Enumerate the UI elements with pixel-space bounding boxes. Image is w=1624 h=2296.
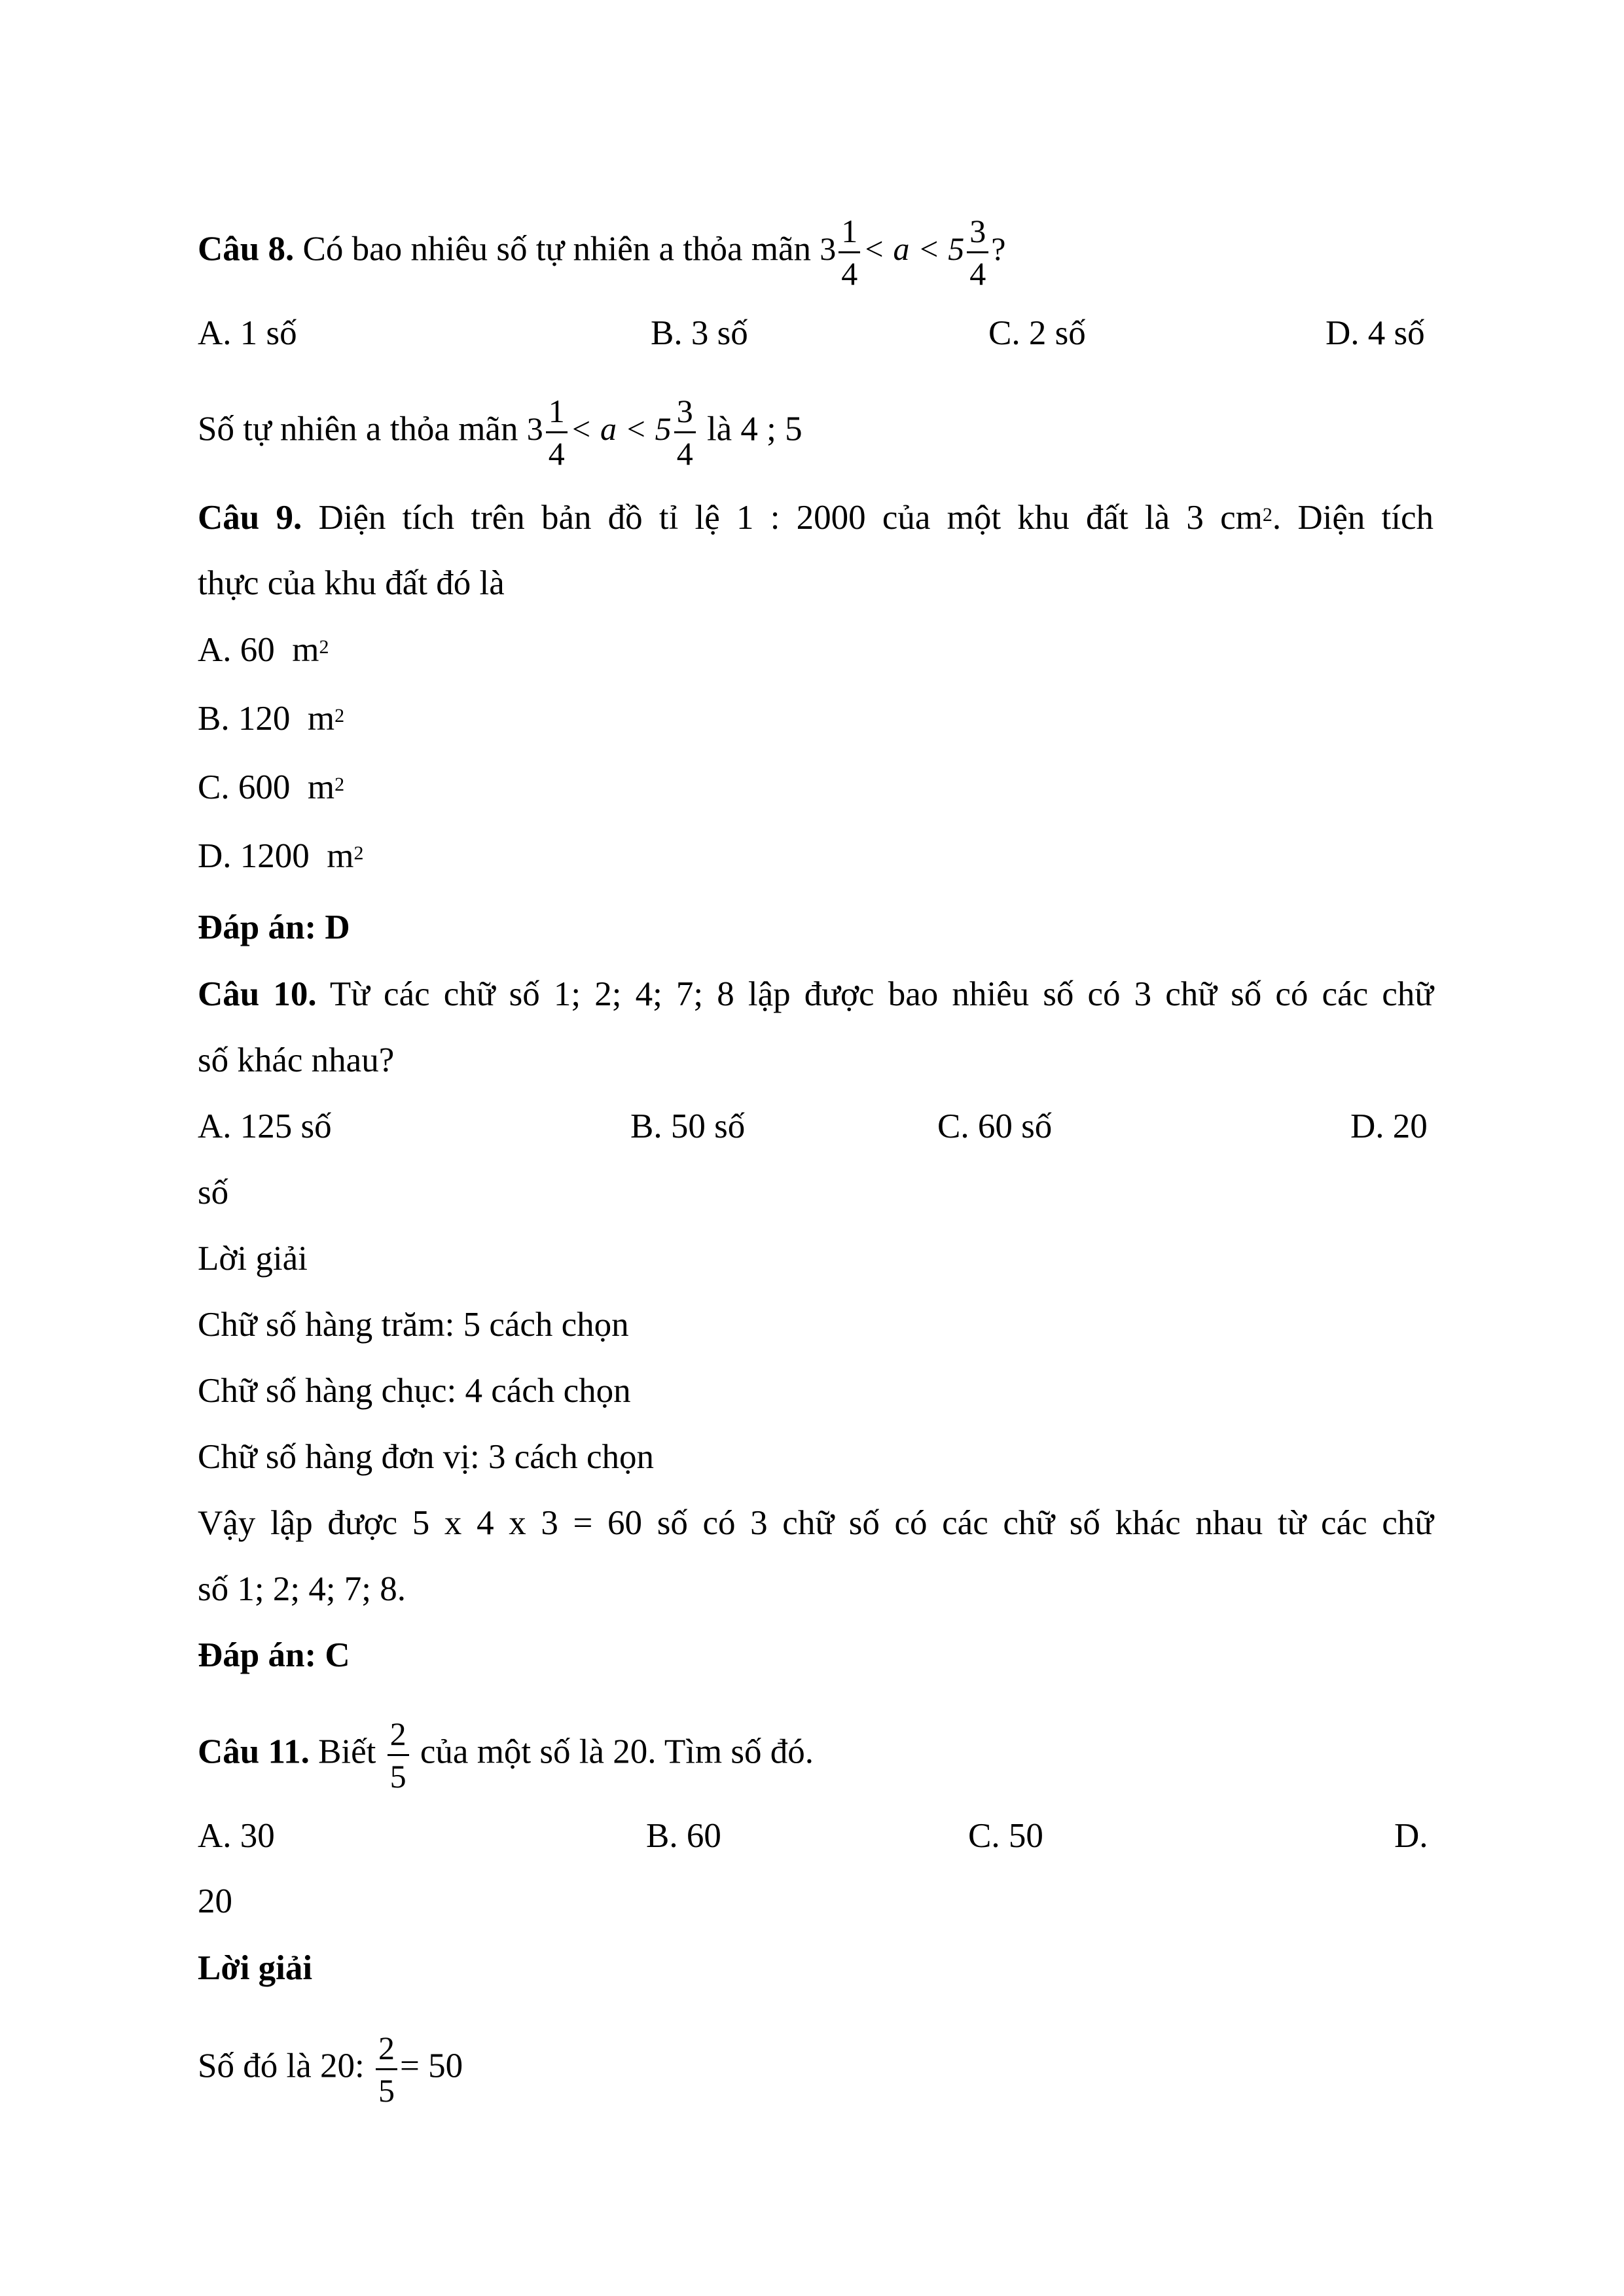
q8-sol-frac1-den: 4 bbox=[546, 431, 568, 474]
q9-option-c bbox=[198, 764, 344, 810]
q9-line1: Diện tích trên bản đồ tỉ lệ 1 : 2000 của một khu đất là 3 bbox=[318, 499, 1204, 537]
q8-text: Có bao nhiêu số tự nhiên a thỏa mãn bbox=[302, 230, 811, 268]
q8-sol-mid: < a < 5 bbox=[569, 410, 672, 447]
q8-sol-frac2 bbox=[674, 391, 696, 474]
q9-option-b-prefix: B. 120 bbox=[198, 700, 291, 738]
q9-option-a bbox=[198, 627, 329, 673]
q11-frac-num: 2 bbox=[389, 1715, 406, 1752]
q11-frac bbox=[388, 1713, 409, 1797]
q8-frac1 bbox=[839, 211, 860, 294]
q9-unit bbox=[1220, 499, 1434, 537]
q10-question-line2: số khác nhau? bbox=[198, 1041, 395, 1079]
q9-option-c-prefix: C. 600 bbox=[198, 768, 291, 806]
q11-option-a: A. 30 bbox=[198, 1817, 275, 1855]
q8-frac2 bbox=[967, 211, 988, 294]
q11-text-after: của một số là 20. Tìm số đó. bbox=[420, 1732, 814, 1771]
q8-sol-int1: 3 bbox=[526, 410, 543, 447]
q11-option-b: B. 60 bbox=[646, 1817, 721, 1855]
q9-option-d-unit: m bbox=[327, 837, 354, 875]
q10-step-3: Chữ số hàng đơn vị: 3 cách chọn bbox=[198, 1438, 655, 1476]
q10-conclusion-line1 bbox=[198, 1500, 1434, 1546]
q9-label: Câu 9. bbox=[198, 499, 302, 537]
q11-question bbox=[198, 1713, 814, 1797]
q11-option-d: D. bbox=[1394, 1817, 1428, 1855]
q8-question bbox=[198, 211, 1005, 294]
q8-end: ? bbox=[991, 230, 1006, 267]
q8-inequality bbox=[820, 211, 1005, 294]
q9-question-line2: thực của khu đất đó là bbox=[198, 564, 505, 602]
q8-sol-end: là 4 ; 5 bbox=[706, 410, 803, 448]
q9-option-c-unit: m bbox=[307, 768, 335, 806]
q8-sol-inequality bbox=[527, 391, 698, 474]
q9-option-a-unit: m bbox=[292, 631, 319, 669]
q9-option-b-unit: m bbox=[307, 700, 335, 738]
q11-sol-before: Số đó là 20: bbox=[198, 2047, 365, 2085]
q10-label: Câu 10. bbox=[198, 975, 317, 1013]
q10-answer: Đáp án: C bbox=[198, 1636, 350, 1674]
q9-option-a-prefix: A. 60 bbox=[198, 631, 275, 669]
q11-option-c: C. 50 bbox=[968, 1817, 1043, 1855]
q9-unit-cm: cm bbox=[1220, 499, 1263, 537]
q11-sol-after: = 50 bbox=[399, 2047, 463, 2085]
q11-text-before: Biết bbox=[318, 1732, 376, 1771]
q10-solution-title: Lời giải bbox=[198, 1240, 308, 1278]
q11-solution-title: Lời giải bbox=[198, 1949, 313, 1987]
q10-conclusion-line2: số 1; 2; 4; 7; 8. bbox=[198, 1570, 406, 1608]
q10-conclusion1: Vậy lập được 5 x 4 x 3 = 60 số có 3 chữ số có các chữ số khác nhau từ các chữ bbox=[198, 1504, 1434, 1542]
q10-step-1: Chữ số hàng trăm: 5 cách chọn bbox=[198, 1306, 629, 1344]
q9-option-b bbox=[198, 696, 344, 742]
q11-solution bbox=[198, 2028, 463, 2111]
q10-option-d: D. 20 bbox=[1350, 1107, 1428, 1145]
q8-sol-frac2-num: 3 bbox=[676, 393, 693, 429]
q8-solution bbox=[198, 391, 803, 474]
q9-option-d-exp: 2 bbox=[353, 842, 364, 864]
q8-sol-frac1 bbox=[546, 391, 568, 474]
q9-answer: Đáp án: D bbox=[198, 908, 350, 946]
q8-mid: < a < 5 bbox=[863, 230, 965, 267]
q8-label: Câu 8. bbox=[198, 230, 295, 268]
q8-frac2-den: 4 bbox=[967, 251, 988, 294]
q8-sol-text: Số tự nhiên a thỏa mãn bbox=[198, 410, 518, 448]
q9-option-d bbox=[198, 833, 364, 879]
q9-option-c-exp: 2 bbox=[334, 774, 345, 795]
q8-option-c: C. 2 số bbox=[988, 314, 1086, 352]
q11-sol-frac bbox=[376, 2028, 397, 2111]
q9-unit-exp: 2 bbox=[1262, 504, 1272, 526]
q10-question-line1 bbox=[198, 971, 1434, 1017]
q11-frac-den: 5 bbox=[388, 1754, 409, 1797]
q11-option-d-wrap: 20 bbox=[198, 1882, 232, 1920]
q10-option-b: B. 50 số bbox=[630, 1107, 746, 1145]
q8-sol-frac1-num: 1 bbox=[548, 393, 565, 429]
q9-question-line1 bbox=[198, 495, 1434, 541]
q9-line1-end: . Diện tích bbox=[1272, 499, 1434, 537]
q9-option-a-exp: 2 bbox=[319, 636, 329, 658]
q11-sol-frac-num: 2 bbox=[378, 2030, 395, 2066]
q9-option-d-prefix: D. 1200 bbox=[198, 837, 310, 875]
q8-int1: 3 bbox=[820, 230, 837, 267]
q8-option-a: A. 1 số bbox=[198, 314, 297, 352]
q9-option-b-exp: 2 bbox=[334, 705, 345, 726]
q10-step-2: Chữ số hàng chục: 4 cách chọn bbox=[198, 1372, 631, 1410]
q8-option-b: B. 3 số bbox=[651, 314, 748, 352]
q11-sol-frac-den: 5 bbox=[376, 2068, 397, 2111]
q10-line1: Từ các chữ số 1; 2; 4; 7; 8 lập được bao nhiêu số có 3 chữ số có các chữ bbox=[329, 975, 1434, 1013]
q8-frac1-num: 1 bbox=[841, 213, 858, 249]
q8-option-d: D. 4 số bbox=[1326, 314, 1425, 352]
q8-frac2-num: 3 bbox=[969, 213, 986, 249]
q10-option-d-wrap: số bbox=[198, 1174, 229, 1211]
q10-option-a: A. 125 số bbox=[198, 1107, 332, 1145]
q8-frac1-den: 4 bbox=[839, 251, 860, 294]
q11-label: Câu 11. bbox=[198, 1732, 310, 1771]
q10-option-c: C. 60 số bbox=[937, 1107, 1053, 1145]
q8-sol-frac2-den: 4 bbox=[674, 431, 696, 474]
